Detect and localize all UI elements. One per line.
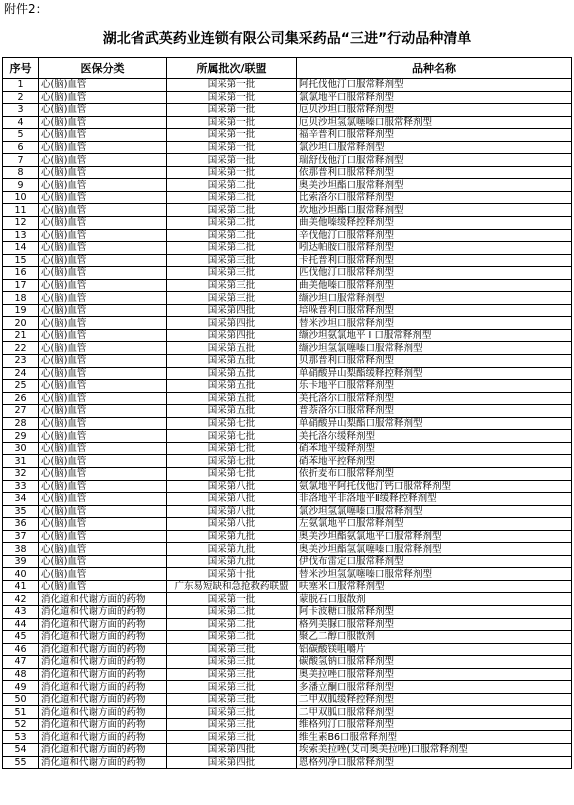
cell-batch-alliance: 国采第八批 [167,518,297,531]
cell-insurance-category: 心(脑)血管 [39,543,167,556]
cell-insurance-category: 心(脑)血管 [39,380,167,393]
cell-batch-alliance: 国采第四批 [167,743,297,756]
cell-batch-alliance: 国采第七批 [167,467,297,480]
table-row [3,141,572,154]
cell-batch-alliance: 国采第五批 [167,380,297,393]
cell-index: 47 [3,656,39,669]
cell-index: 16 [3,267,39,280]
cell-drug-name: 恩格列净口服常释剂型 [297,756,572,769]
cell-drug-name: 替米沙坦氢氯噻嗪口服常释剂型 [297,568,572,581]
table-row [3,242,572,255]
cell-drug-name: 缬沙坦氨氯地平 Ⅰ 口服常释剂型 [297,329,572,342]
cell-batch-alliance: 国采第二批 [167,631,297,644]
cell-index: 37 [3,530,39,543]
cell-insurance-category: 心(脑)血管 [39,104,167,117]
cell-batch-alliance: 国采第五批 [167,342,297,355]
cell-insurance-category: 消化道和代谢方面的药物 [39,593,167,606]
cell-drug-name: 单硝酸异山梨酯口服常释剂型 [297,417,572,430]
table-row [3,342,572,355]
cell-insurance-category: 消化道和代谢方面的药物 [39,693,167,706]
cell-index: 29 [3,430,39,443]
cell-index: 36 [3,518,39,531]
table-row [3,568,572,581]
table-row [3,204,572,217]
cell-index: 38 [3,543,39,556]
table-row [3,217,572,230]
cell-batch-alliance: 国采第二批 [167,191,297,204]
cell-drug-name: 奥美拉唑口服常释剂型 [297,668,572,681]
cell-insurance-category: 心(脑)血管 [39,467,167,480]
cell-index: 51 [3,706,39,719]
cell-drug-name: 辛伐他汀口服常释剂型 [297,229,572,242]
cell-drug-name: 聚乙二醇口服散剂 [297,631,572,644]
header-index: 序号 [3,58,39,79]
cell-batch-alliance: 国采第五批 [167,355,297,368]
cell-insurance-category: 心(脑)血管 [39,555,167,568]
cell-insurance-category: 消化道和代谢方面的药物 [39,668,167,681]
cell-index: 52 [3,718,39,731]
table-row [3,116,572,129]
cell-batch-alliance: 国采第二批 [167,217,297,230]
cell-drug-name: 卡托普利口服常释剂型 [297,254,572,267]
table-row [3,505,572,518]
cell-index: 49 [3,681,39,694]
cell-index: 25 [3,380,39,393]
cell-batch-alliance: 国采第四批 [167,329,297,342]
cell-index: 11 [3,204,39,217]
cell-index: 4 [3,116,39,129]
cell-insurance-category: 心(脑)血管 [39,267,167,280]
cell-batch-alliance: 国采第二批 [167,204,297,217]
cell-index: 43 [3,605,39,618]
cell-drug-name: 依那普利口服常释剂型 [297,166,572,179]
cell-drug-name: 硝苯地平缓释剂型 [297,442,572,455]
cell-batch-alliance: 国采第一批 [167,154,297,167]
table-row [3,543,572,556]
cell-batch-alliance: 国采第一批 [167,91,297,104]
table-row [3,731,572,744]
cell-insurance-category: 心(脑)血管 [39,179,167,192]
table-row [3,154,572,167]
table-row [3,518,572,531]
cell-index: 55 [3,756,39,769]
cell-batch-alliance: 国采第四批 [167,304,297,317]
cell-index: 13 [3,229,39,242]
table-row [3,304,572,317]
cell-index: 41 [3,580,39,593]
cell-drug-name: 氯沙坦氢氯噻嗪口服常释剂型 [297,505,572,518]
table-row [3,743,572,756]
cell-index: 30 [3,442,39,455]
cell-batch-alliance: 国采第一批 [167,116,297,129]
cell-insurance-category: 消化道和代谢方面的药物 [39,756,167,769]
cell-drug-name: 福辛普利口服常释剂型 [297,129,572,142]
cell-insurance-category: 心(脑)血管 [39,392,167,405]
cell-batch-alliance: 国采第二批 [167,179,297,192]
table-row [3,292,572,305]
cell-batch-alliance: 国采第一批 [167,129,297,142]
cell-index: 35 [3,505,39,518]
cell-index: 18 [3,292,39,305]
cell-batch-alliance: 国采第一批 [167,104,297,117]
table-row [3,756,572,769]
cell-batch-alliance: 国采第三批 [167,656,297,669]
table-row [3,380,572,393]
cell-batch-alliance: 广东易短缺和急抢救药联盟 [167,580,297,593]
cell-batch-alliance: 国采第九批 [167,530,297,543]
cell-index: 2 [3,91,39,104]
table-row [3,593,572,606]
cell-drug-name: 缬沙坦氢氯噻嗪口服常释剂型 [297,342,572,355]
cell-drug-name: 依折麦布口服常释剂型 [297,467,572,480]
cell-batch-alliance: 国采第三批 [167,279,297,292]
cell-drug-name: 维生素B6口服常释剂型 [297,731,572,744]
cell-insurance-category: 心(脑)血管 [39,91,167,104]
cell-insurance-category: 心(脑)血管 [39,568,167,581]
cell-drug-name: 碳酸氢钠口服常释剂型 [297,656,572,669]
cell-insurance-category: 心(脑)血管 [39,355,167,368]
cell-drug-name: 氨氯地平阿托伐他汀钙口服常释剂型 [297,480,572,493]
cell-batch-alliance: 国采第十批 [167,568,297,581]
cell-batch-alliance: 国采第三批 [167,643,297,656]
table-row [3,442,572,455]
table-row [3,580,572,593]
cell-drug-name: 单硝酸异山梨酯缓释控释剂型 [297,367,572,380]
cell-drug-name: 奥美沙坦酯氨氯地平口服常释剂型 [297,530,572,543]
cell-batch-alliance: 国采第三批 [167,668,297,681]
cell-insurance-category: 心(脑)血管 [39,191,167,204]
cell-index: 20 [3,317,39,330]
cell-drug-name: 美托洛尔缓释剂型 [297,430,572,443]
cell-insurance-category: 消化道和代谢方面的药物 [39,643,167,656]
cell-insurance-category: 消化道和代谢方面的药物 [39,743,167,756]
cell-batch-alliance: 国采第三批 [167,254,297,267]
cell-insurance-category: 心(脑)血管 [39,367,167,380]
cell-batch-alliance: 国采第三批 [167,706,297,719]
cell-drug-name: 乐卡地平口服常释剂型 [297,380,572,393]
cell-batch-alliance: 国采第三批 [167,681,297,694]
cell-index: 39 [3,555,39,568]
cell-insurance-category: 心(脑)血管 [39,505,167,518]
cell-drug-name: 阿托伐他汀口服常释剂型 [297,79,572,92]
cell-insurance-category: 消化道和代谢方面的药物 [39,605,167,618]
cell-drug-name: 培哚普利口服常释剂型 [297,304,572,317]
table-row [3,706,572,719]
cell-insurance-category: 心(脑)血管 [39,304,167,317]
cell-batch-alliance: 国采第三批 [167,292,297,305]
cell-index: 17 [3,279,39,292]
cell-index: 14 [3,242,39,255]
cell-insurance-category: 消化道和代谢方面的药物 [39,706,167,719]
cell-insurance-category: 心(脑)血管 [39,430,167,443]
cell-drug-name: 二甲双胍口服常释剂型 [297,706,572,719]
cell-index: 44 [3,618,39,631]
cell-drug-name: 铝碳酸镁咀嚼片 [297,643,572,656]
cell-drug-name: 贝那普利口服常释剂型 [297,355,572,368]
cell-drug-name: 比索洛尔口服常释剂型 [297,191,572,204]
table-row [3,681,572,694]
cell-index: 42 [3,593,39,606]
cell-insurance-category: 心(脑)血管 [39,493,167,506]
table-row [3,643,572,656]
table-row [3,430,572,443]
cell-drug-name: 呋塞米口服常释剂型 [297,580,572,593]
cell-insurance-category: 心(脑)血管 [39,442,167,455]
cell-drug-name: 阿卡波糖口服常释剂型 [297,605,572,618]
cell-insurance-category: 心(脑)血管 [39,292,167,305]
cell-insurance-category: 心(脑)血管 [39,154,167,167]
cell-index: 33 [3,480,39,493]
cell-drug-name: 奥美沙坦酯口服常释剂型 [297,179,572,192]
table-row [3,493,572,506]
cell-index: 34 [3,493,39,506]
cell-batch-alliance: 国采第七批 [167,442,297,455]
cell-insurance-category: 心(脑)血管 [39,217,167,230]
table-row [3,317,572,330]
cell-drug-name: 蒙脱石口服散剂 [297,593,572,606]
cell-drug-name: 二甲双胍缓释控释剂型 [297,693,572,706]
cell-index: 26 [3,392,39,405]
cell-drug-name: 吲达帕胺口服常释剂型 [297,242,572,255]
cell-batch-alliance: 国采第二批 [167,242,297,255]
table-row [3,329,572,342]
table-row [3,480,572,493]
cell-insurance-category: 心(脑)血管 [39,279,167,292]
table-row [3,166,572,179]
table-row [3,530,572,543]
cell-drug-name: 格列美脲口服常释剂型 [297,618,572,631]
cell-insurance-category: 心(脑)血管 [39,417,167,430]
cell-batch-alliance: 国采第八批 [167,493,297,506]
table-row [3,254,572,267]
cell-insurance-category: 心(脑)血管 [39,141,167,154]
cell-batch-alliance: 国采第八批 [167,505,297,518]
table-row [3,668,572,681]
cell-insurance-category: 心(脑)血管 [39,254,167,267]
table-row [3,455,572,468]
cell-insurance-category: 心(脑)血管 [39,129,167,142]
cell-insurance-category: 心(脑)血管 [39,166,167,179]
cell-batch-alliance: 国采第二批 [167,229,297,242]
cell-index: 10 [3,191,39,204]
cell-drug-name: 氯氯地平口服常释剂型 [297,91,572,104]
attachment-label: 附件2： [4,2,48,16]
table-row [3,267,572,280]
cell-insurance-category: 心(脑)血管 [39,317,167,330]
cell-insurance-category: 心(脑)血管 [39,580,167,593]
table-row [3,392,572,405]
cell-index: 31 [3,455,39,468]
cell-drug-name: 曲美他嗪口服常释剂型 [297,279,572,292]
table-row [3,467,572,480]
cell-batch-alliance: 国采第五批 [167,392,297,405]
table-row [3,191,572,204]
cell-index: 5 [3,129,39,142]
cell-batch-alliance: 国采第四批 [167,317,297,330]
cell-batch-alliance: 国采第一批 [167,141,297,154]
table-row [3,605,572,618]
table-row [3,355,572,368]
cell-drug-name: 多潘立酮口服常释剂型 [297,681,572,694]
cell-index: 12 [3,217,39,230]
cell-index: 50 [3,693,39,706]
table-row [3,179,572,192]
cell-index: 32 [3,467,39,480]
cell-index: 23 [3,355,39,368]
cell-index: 27 [3,405,39,418]
cell-insurance-category: 心(脑)血管 [39,242,167,255]
cell-index: 3 [3,104,39,117]
table-row [3,555,572,568]
cell-insurance-category: 心(脑)血管 [39,405,167,418]
cell-batch-alliance: 国采第五批 [167,405,297,418]
cell-insurance-category: 心(脑)血管 [39,530,167,543]
cell-drug-name: 普萘洛尔口服常释剂型 [297,405,572,418]
cell-insurance-category: 消化道和代谢方面的药物 [39,631,167,644]
table-body [3,79,572,769]
cell-insurance-category: 心(脑)血管 [39,116,167,129]
cell-index: 53 [3,731,39,744]
cell-insurance-category: 消化道和代谢方面的药物 [39,618,167,631]
table-row [3,405,572,418]
cell-index: 48 [3,668,39,681]
cell-index: 8 [3,166,39,179]
cell-index: 45 [3,631,39,644]
table-row [3,129,572,142]
cell-drug-name: 坎地沙坦酯口服常释剂型 [297,204,572,217]
cell-drug-name: 埃索美拉唑(艾司奥美拉唑)口服常释剂型 [297,743,572,756]
cell-batch-alliance: 国采第一批 [167,79,297,92]
table-row [3,229,572,242]
cell-index: 9 [3,179,39,192]
cell-index: 46 [3,643,39,656]
cell-insurance-category: 消化道和代谢方面的药物 [39,718,167,731]
table-row [3,631,572,644]
cell-index: 22 [3,342,39,355]
cell-insurance-category: 心(脑)血管 [39,204,167,217]
table-row [3,693,572,706]
table-row [3,91,572,104]
cell-batch-alliance: 国采第三批 [167,267,297,280]
header-drug-name: 品种名称 [297,58,572,79]
header-insurance-category: 医保分类 [39,58,167,79]
cell-batch-alliance: 国采第二批 [167,605,297,618]
cell-batch-alliance: 国采第一批 [167,593,297,606]
cell-batch-alliance: 国采第七批 [167,455,297,468]
cell-drug-name: 厄贝沙坦口服常释剂型 [297,104,572,117]
table-row [3,656,572,669]
cell-insurance-category: 心(脑)血管 [39,455,167,468]
cell-drug-name: 奥美沙坦酯氢氯噻嗪口服常释剂型 [297,543,572,556]
cell-drug-name: 瑞舒伐他汀口服常释剂型 [297,154,572,167]
cell-index: 54 [3,743,39,756]
cell-batch-alliance: 国采第三批 [167,718,297,731]
header-batch-alliance: 所属批次/联盟 [167,58,297,79]
header-row [3,58,572,79]
cell-index: 6 [3,141,39,154]
table-row [3,718,572,731]
cell-drug-name: 氯沙坦口服常释剂型 [297,141,572,154]
cell-drug-name: 左氨氯地平口服常释剂型 [297,518,572,531]
table-row [3,618,572,631]
cell-drug-name: 替米沙坦口服常释剂型 [297,317,572,330]
table-row [3,79,572,92]
cell-batch-alliance: 国采第四批 [167,756,297,769]
cell-batch-alliance: 国采第九批 [167,555,297,568]
cell-drug-name: 美托洛尔口服常释剂型 [297,392,572,405]
cell-batch-alliance: 国采第三批 [167,693,297,706]
cell-index: 24 [3,367,39,380]
document-title: 湖北省武英药业连锁有限公司集采药品“三进”行动品种清单 [102,31,472,47]
table-row [3,367,572,380]
cell-drug-name: 硝苯地平控释剂型 [297,455,572,468]
cell-insurance-category: 心(脑)血管 [39,480,167,493]
cell-drug-name: 非洛地平非洛地平Ⅱ缓释控释剂型 [297,493,572,506]
table-row [3,417,572,430]
cell-batch-alliance: 国采第三批 [167,731,297,744]
cell-index: 28 [3,417,39,430]
cell-drug-name: 缬沙坦口服常释剂型 [297,292,572,305]
drug-list-table [2,57,572,769]
table-row [3,104,572,117]
cell-insurance-category: 心(脑)血管 [39,342,167,355]
cell-batch-alliance: 国采第八批 [167,480,297,493]
cell-index: 19 [3,304,39,317]
cell-batch-alliance: 国采第二批 [167,618,297,631]
cell-index: 7 [3,154,39,167]
cell-insurance-category: 心(脑)血管 [39,329,167,342]
cell-insurance-category: 消化道和代谢方面的药物 [39,681,167,694]
cell-index: 40 [3,568,39,581]
cell-drug-name: 伊伐布雷定口服常释剂型 [297,555,572,568]
cell-batch-alliance: 国采第七批 [167,417,297,430]
table-row [3,279,572,292]
cell-drug-name: 维格列汀口服常释剂型 [297,718,572,731]
cell-insurance-category: 消化道和代谢方面的药物 [39,731,167,744]
cell-insurance-category: 心(脑)血管 [39,79,167,92]
cell-insurance-category: 消化道和代谢方面的药物 [39,656,167,669]
cell-insurance-category: 心(脑)血管 [39,518,167,531]
cell-drug-name: 曲美他嗪缓释控释剂型 [297,217,572,230]
cell-batch-alliance: 国采第一批 [167,166,297,179]
cell-drug-name: 匹伐他汀口服常释剂型 [297,267,572,280]
cell-insurance-category: 心(脑)血管 [39,229,167,242]
cell-index: 1 [3,79,39,92]
cell-batch-alliance: 国采第九批 [167,543,297,556]
cell-index: 21 [3,329,39,342]
cell-index: 15 [3,254,39,267]
cell-batch-alliance: 国采第七批 [167,430,297,443]
cell-drug-name: 厄贝沙坦氢氯噻嗪口服常释剂型 [297,116,572,129]
cell-batch-alliance: 国采第五批 [167,367,297,380]
